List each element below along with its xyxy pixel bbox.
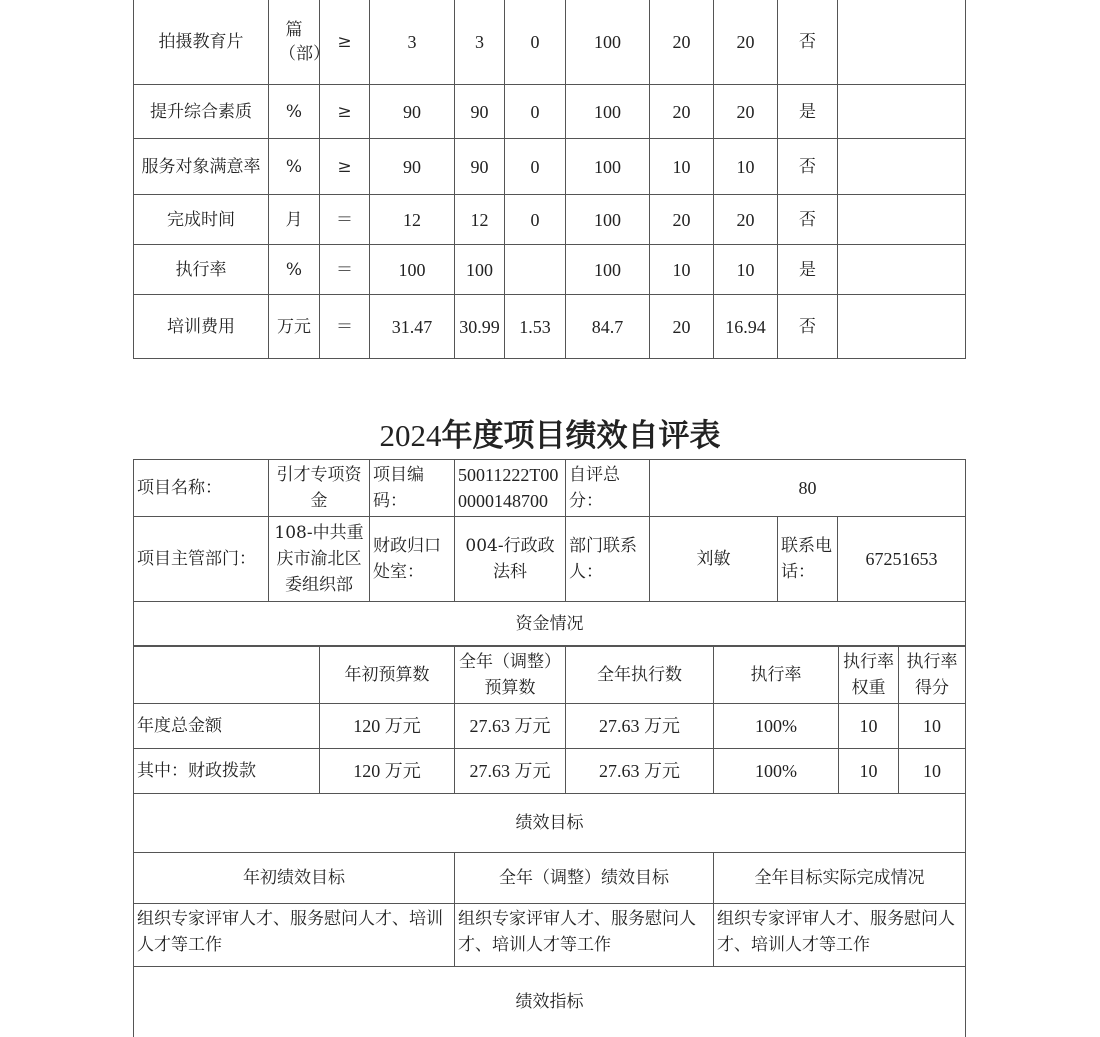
goals-section-title: 绩效目标 <box>134 794 966 853</box>
funds-row-score: 10 <box>899 704 966 749</box>
goals-section-row <box>134 794 966 853</box>
funds-row <box>134 704 966 749</box>
indicator-name: 完成时间 <box>134 195 269 245</box>
goals-adjusted-value: 组织专家评审人才、服务慰问人才、培训人才等工作 <box>455 904 714 967</box>
indicator-target: 100 <box>370 245 455 295</box>
indicator-op: ＝ <box>320 295 370 359</box>
funds-table <box>133 645 966 853</box>
indicator-weight: 20 <box>650 195 714 245</box>
indicator-rate: 100 <box>566 195 650 245</box>
funds-row-weight: 10 <box>839 749 899 794</box>
funds-header-blank <box>134 646 320 704</box>
indicator-unit: % <box>269 245 320 295</box>
indicator-flag: 是 <box>778 245 838 295</box>
indicator-remark <box>838 85 966 139</box>
funds-row-initial: 120 万元 <box>320 749 455 794</box>
indicator-op: ≥ <box>320 85 370 139</box>
indicator-flag: 否 <box>778 195 838 245</box>
contact-label: 部门联系人： <box>566 517 650 602</box>
goals-initial-value: 组织专家评审人才、服务慰问人才、培训人才等工作 <box>134 904 455 967</box>
funds-row-score: 10 <box>899 749 966 794</box>
funds-row-weight: 10 <box>839 704 899 749</box>
indicator-row <box>134 195 966 245</box>
funds-header-rate: 执行率 <box>714 646 839 704</box>
indicator-weight: 20 <box>650 295 714 359</box>
funds-header-initial: 年初预算数 <box>320 646 455 704</box>
indicator-deviation: 0 <box>505 85 566 139</box>
indicator-weight: 20 <box>650 0 714 85</box>
funds-row-adjusted: 27.63 万元 <box>455 749 566 794</box>
phone-value: 67251653 <box>838 517 966 602</box>
indicator-name: 拍摄教育片 <box>134 0 269 85</box>
funds-row-executed: 27.63 万元 <box>566 704 714 749</box>
indicator-score: 10 <box>714 139 778 195</box>
indicator-target: 3 <box>370 0 455 85</box>
indicator-actual: 90 <box>455 139 505 195</box>
indicator-deviation <box>505 245 566 295</box>
indicator-weight: 10 <box>650 139 714 195</box>
indicator-unit: 月 <box>269 195 320 245</box>
indicator-actual: 90 <box>455 85 505 139</box>
page-title: 2024年度项目绩效自评表 <box>379 418 721 453</box>
goals-header-row <box>134 853 966 904</box>
indicator-deviation: 0 <box>505 0 566 85</box>
dept-label: 项目主管部门： <box>134 517 269 602</box>
contact-value: 刘敏 <box>650 517 778 602</box>
funds-row-adjusted: 27.63 万元 <box>455 704 566 749</box>
indicator-rate: 100 <box>566 85 650 139</box>
indicator-row <box>134 85 966 139</box>
goals-header-actual: 全年目标实际完成情况 <box>714 853 966 904</box>
funds-row-label: 其中：财政拨款 <box>134 749 320 794</box>
indicator-deviation: 0 <box>505 139 566 195</box>
indicator-remark <box>838 195 966 245</box>
indicator-score: 20 <box>714 85 778 139</box>
indicator-deviation: 1.53 <box>505 295 566 359</box>
indicator-remark <box>838 245 966 295</box>
indicator-deviation: 0 <box>505 195 566 245</box>
indicator-unit: % <box>269 85 320 139</box>
indicator-table <box>133 0 966 359</box>
indicator-flag: 是 <box>778 85 838 139</box>
phone-label: 联系电话： <box>778 517 838 602</box>
indicator-actual: 100 <box>455 245 505 295</box>
indicators-section-title: 绩效指标 <box>134 967 966 1037</box>
goals-table <box>133 852 966 1037</box>
goals-header-initial: 年初绩效目标 <box>134 853 455 904</box>
indicator-name: 培训费用 <box>134 295 269 359</box>
dept-row <box>134 517 966 602</box>
funds-header-row <box>134 646 966 704</box>
indicator-weight: 20 <box>650 85 714 139</box>
funds-header-executed: 全年执行数 <box>566 646 714 704</box>
indicator-op: ≥ <box>320 0 370 85</box>
funds-row-label: 年度总金额 <box>134 704 320 749</box>
goals-header-adjusted: 全年（调整）绩效目标 <box>455 853 714 904</box>
indicator-score: 20 <box>714 195 778 245</box>
indicator-name: 服务对象满意率 <box>134 139 269 195</box>
indicator-op: ≥ <box>320 139 370 195</box>
indicators-section-row <box>134 967 966 1037</box>
office-label: 财政归口处室： <box>370 517 455 602</box>
indicator-actual: 3 <box>455 0 505 85</box>
indicator-rate: 100 <box>566 0 650 85</box>
indicator-name: 提升综合素质 <box>134 85 269 139</box>
project-code-value: 50011222T000000148700 <box>455 460 566 517</box>
office-value: 004-行政政法科 <box>455 517 566 602</box>
indicator-score: 16.94 <box>714 295 778 359</box>
indicator-score: 10 <box>714 245 778 295</box>
indicator-op: ＝ <box>320 245 370 295</box>
indicator-remark <box>838 0 966 85</box>
indicator-unit: % <box>269 139 320 195</box>
indicator-remark <box>838 139 966 195</box>
indicator-flag: 否 <box>778 295 838 359</box>
goals-actual-value: 组织专家评审人才、服务慰问人才、培训人才等工作 <box>714 904 966 967</box>
indicator-name: 执行率 <box>134 245 269 295</box>
indicator-row <box>134 0 966 85</box>
indicator-remark <box>838 295 966 359</box>
funds-header-score: 执行率得分 <box>899 646 966 704</box>
indicator-op: ＝ <box>320 195 370 245</box>
funds-row-initial: 120 万元 <box>320 704 455 749</box>
funds-header-adjusted: 全年（调整）预算数 <box>455 646 566 704</box>
goals-value-row <box>134 904 966 967</box>
indicator-row <box>134 139 966 195</box>
indicator-target: 31.47 <box>370 295 455 359</box>
indicator-rate: 84.7 <box>566 295 650 359</box>
indicator-target: 12 <box>370 195 455 245</box>
dept-value: 108-中共重庆市渝北区委组织部 <box>269 517 370 602</box>
indicator-flag: 否 <box>778 0 838 85</box>
indicator-target: 90 <box>370 139 455 195</box>
indicator-rate: 100 <box>566 139 650 195</box>
indicator-actual: 30.99 <box>455 295 505 359</box>
funds-row-rate: 100% <box>714 704 839 749</box>
indicator-rate: 100 <box>566 245 650 295</box>
indicator-unit: 篇（部） <box>269 0 320 85</box>
funds-row-rate: 100% <box>714 749 839 794</box>
funds-header-weight: 执行率权重 <box>839 646 899 704</box>
score-label: 自评总分： <box>566 460 650 517</box>
project-code-label: 项目编码： <box>370 460 455 517</box>
indicator-weight: 10 <box>650 245 714 295</box>
funds-section-row <box>134 602 966 647</box>
indicator-row <box>134 295 966 359</box>
score-value: 80 <box>650 460 966 517</box>
indicator-unit: 万元 <box>269 295 320 359</box>
indicator-score: 20 <box>714 0 778 85</box>
funds-section-title: 资金情况 <box>134 602 966 647</box>
indicator-flag: 否 <box>778 139 838 195</box>
project-name-row <box>134 460 966 517</box>
indicator-target: 90 <box>370 85 455 139</box>
funds-row-executed: 27.63 万元 <box>566 749 714 794</box>
project-table <box>133 459 966 647</box>
funds-row <box>134 749 966 794</box>
project-name-value: 引才专项资金 <box>269 460 370 517</box>
indicator-actual: 12 <box>455 195 505 245</box>
indicator-row <box>134 245 966 295</box>
project-name-label: 项目名称： <box>134 460 269 517</box>
